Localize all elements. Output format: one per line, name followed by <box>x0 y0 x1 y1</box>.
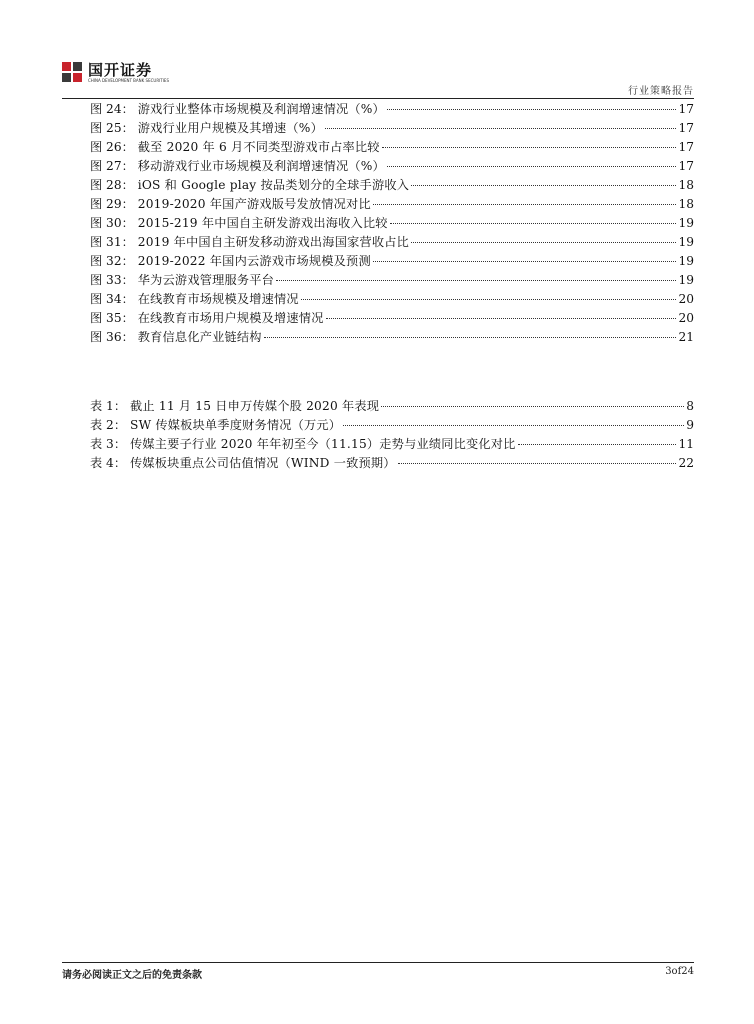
entry-title: 在线教育市场规模及增速情况 <box>137 292 299 306</box>
figure-entry[interactable] <box>90 290 694 309</box>
figure-entry[interactable] <box>90 233 694 252</box>
table-entry[interactable] <box>90 416 694 435</box>
entry-page-number: 17 <box>678 140 694 154</box>
dot-leader <box>411 242 676 243</box>
entry-label: 图 28： <box>90 178 134 192</box>
brand-logo <box>62 62 169 83</box>
entry-title: 2019-2020 年国产游戏版号发放情况对比 <box>137 197 371 211</box>
dot-leader <box>325 128 677 129</box>
header-divider <box>62 98 694 99</box>
dot-leader <box>326 318 677 319</box>
entry-label: 表 2： <box>90 418 127 432</box>
figure-entry[interactable] <box>90 252 694 271</box>
entry-label: 图 27： <box>90 159 134 173</box>
dot-leader <box>373 261 677 262</box>
figure-entry[interactable] <box>90 214 694 233</box>
figure-entry[interactable] <box>90 176 694 195</box>
report-type-label: 行业策略报告 <box>628 86 694 97</box>
entry-title: 传媒板块重点公司估值情况（WIND 一致预期） <box>130 456 396 470</box>
entry-page-number: 20 <box>678 292 694 306</box>
entry-page-number: 19 <box>678 254 694 268</box>
entry-page-number: 21 <box>678 330 694 344</box>
table-entry[interactable] <box>90 454 694 473</box>
entry-title: SW 传媒板块单季度财务情况（万元） <box>130 418 342 432</box>
entry-title: 2019-2022 年国内云游戏市场规模及预测 <box>137 254 371 268</box>
entry-title: 2015-219 年中国自主研发游戏出海收入比较 <box>137 216 388 230</box>
entry-label: 图 34： <box>90 292 134 306</box>
entry-title: 2019 年中国自主研发移动游戏出海国家营收占比 <box>137 235 410 249</box>
table-list <box>90 397 694 473</box>
entry-page-number: 17 <box>678 102 694 116</box>
dot-leader <box>411 185 676 186</box>
entry-title: 移动游戏行业市场规模及利润增速情况（%） <box>137 159 385 173</box>
dot-leader <box>373 204 677 205</box>
entry-label: 表 3： <box>90 437 127 451</box>
figure-entry[interactable] <box>90 309 694 328</box>
entry-page-number: 17 <box>678 121 694 135</box>
entry-title: 在线教育市场用户规模及增速情况 <box>137 311 324 325</box>
entry-label: 图 33： <box>90 273 134 287</box>
disclaimer-text: 请务必阅读正文之后的免责条款 <box>62 970 202 981</box>
dot-leader <box>390 223 677 224</box>
table-entry[interactable] <box>90 397 694 416</box>
page-header <box>62 62 694 98</box>
entry-title: 游戏行业整体市场规模及利润增速情况（%） <box>137 102 385 116</box>
entry-label: 图 35： <box>90 311 134 325</box>
footer-divider <box>62 962 694 963</box>
entry-title: 截止 11 月 15 日申万传媒个股 2020 年表现 <box>130 399 380 413</box>
figure-entry[interactable] <box>90 195 694 214</box>
entry-label: 图 26： <box>90 140 134 154</box>
entry-label: 图 31： <box>90 235 134 249</box>
logo-english-name: CHINA DEVELOPMENT BANK SECURITIES <box>88 78 169 83</box>
entry-title: 截至 2020 年 6 月不同类型游戏市占率比较 <box>137 140 380 154</box>
figure-entry[interactable] <box>90 100 694 119</box>
entry-label: 图 30： <box>90 216 134 230</box>
figure-entry[interactable] <box>90 138 694 157</box>
dot-leader <box>387 166 677 167</box>
logo-chinese-name: 国开证券 <box>88 61 153 79</box>
entry-label: 图 36： <box>90 330 134 344</box>
dot-leader <box>301 299 677 300</box>
dot-leader <box>264 337 677 338</box>
entry-page-number: 11 <box>678 437 694 451</box>
entry-page-number: 22 <box>678 456 694 470</box>
entry-page-number: 19 <box>678 273 694 287</box>
dot-leader <box>382 147 677 148</box>
entry-label: 图 32： <box>90 254 134 268</box>
dot-leader <box>398 463 677 464</box>
dot-leader <box>276 280 676 281</box>
figure-list <box>90 100 694 347</box>
figure-entry[interactable] <box>90 157 694 176</box>
entry-page-number: 18 <box>678 178 694 192</box>
entry-page-number: 18 <box>678 197 694 211</box>
dot-leader <box>381 406 684 407</box>
entry-title: 传媒主要子行业 2020 年年初至今（11.15）走势与业绩同比变化对比 <box>130 437 516 451</box>
figure-entry[interactable] <box>90 119 694 138</box>
entry-title: iOS 和 Google play 按品类划分的全球手游收入 <box>137 178 410 192</box>
page-number: 3of24 <box>665 966 694 977</box>
entry-label: 图 25： <box>90 121 134 135</box>
entry-page-number: 20 <box>678 311 694 325</box>
entry-title: 游戏行业用户规模及其增速（%） <box>137 121 323 135</box>
table-entry[interactable] <box>90 435 694 454</box>
logo-mark-icon <box>62 62 82 82</box>
dot-leader <box>387 109 677 110</box>
dot-leader <box>343 425 684 426</box>
entry-page-number: 17 <box>678 159 694 173</box>
figure-entry[interactable] <box>90 271 694 290</box>
figure-entry[interactable] <box>90 328 694 347</box>
dot-leader <box>518 444 677 445</box>
entry-page-number: 8 <box>686 399 694 413</box>
entry-title: 华为云游戏管理服务平台 <box>137 273 275 287</box>
entry-label: 图 29： <box>90 197 134 211</box>
entry-page-number: 9 <box>686 418 694 432</box>
entry-title: 教育信息化产业链结构 <box>137 330 262 344</box>
entry-label: 表 4： <box>90 456 127 470</box>
entry-label: 表 1： <box>90 399 127 413</box>
entry-page-number: 19 <box>678 216 694 230</box>
entry-label: 图 24： <box>90 102 134 116</box>
entry-page-number: 19 <box>678 235 694 249</box>
